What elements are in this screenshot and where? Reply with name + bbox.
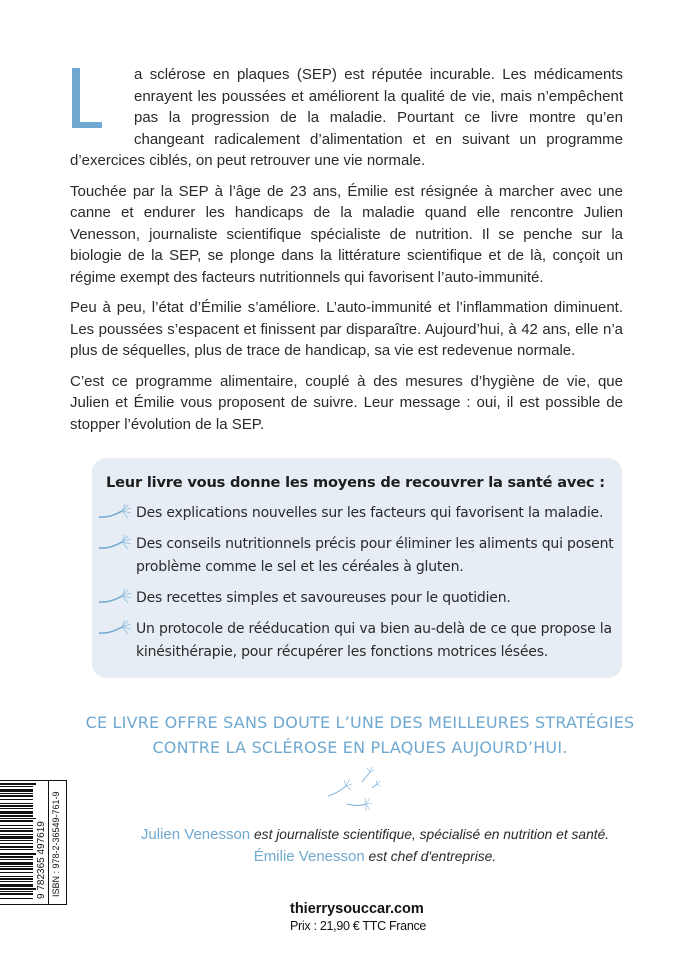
- barcode-bar: [0, 825, 33, 826]
- barcode-bar: [0, 786, 33, 787]
- barcode-bar: [0, 846, 33, 848]
- barcode-bar: [0, 891, 33, 892]
- barcode-bar: [0, 843, 33, 844]
- dandelion-seed-icon: [98, 620, 132, 638]
- barcode-bar: [0, 859, 33, 860]
- paragraph-2: Touchée par la SEP à l’âge de 23 ans, Émilie est résignée à marcher avec une canne et endurer les handicaps de la maladie quand elle rencontre Julien Venesson, journaliste scientifique spécialiste de nutrition. Il se penche sur la biologie de la SEP, se plonge dans la littérature scientifique et de là, conçoit un régime exempt des facteurs nutritionnels qui favorisent l’auto-immunité.: [70, 182, 623, 286]
- paragraph-3: Peu à peu, l’état d’Émilie s’améliore. L’auto-immunité et l’inflammation diminuent. Les poussées s’espacent et finissent par disparaître. Aujourd’hui, à 42 ans, elle n’a plus de séquelles, plus de trace de handicap, sa vie est redevenue normale.: [70, 299, 623, 359]
- dandelion-seed-icon: [98, 535, 132, 553]
- author-2: Émilie Venesson est chef d'entreprise.: [253, 848, 497, 865]
- barcode-bar: [0, 849, 33, 850]
- list-item: Des explications nouvelles sur les facteurs qui favorisent la maladie.: [92, 502, 622, 525]
- intro-text: [70, 64, 623, 444]
- dandelion-seed-icon: [98, 589, 132, 607]
- isbn-number: ISBN : 978-2-36549-761-9: [51, 791, 61, 897]
- divider: [48, 781, 49, 904]
- paragraph-4: C’est ce programme alimentaire, couplé à des mesures d’hygiène de vie, que Julien et Émilie vous proposent de suivre. Leur message : oui, il est possible de stopper l’évolution de la SEP.: [70, 372, 623, 433]
- benefits-title: Leur livre vous donne les moyens de recouvrer la santé avec :: [106, 474, 605, 491]
- list-item: Des recettes simples et savoureuses pour le quotidien.: [92, 587, 622, 610]
- publisher-website: thierrysouccar.com: [290, 901, 424, 917]
- barcode-bar: [0, 840, 33, 841]
- barcode: [0, 780, 67, 905]
- barcode-bar: [0, 789, 33, 792]
- barcode-digits: 9 782365 497619: [36, 821, 47, 899]
- benefits-list: [92, 502, 622, 672]
- tagline: [60, 710, 660, 760]
- barcode-bar: [0, 898, 33, 899]
- barcode-bar: [0, 884, 33, 887]
- barcode-bar: [0, 868, 33, 870]
- barcode-bar: [0, 805, 33, 807]
- barcode-bar: [0, 878, 33, 880]
- barcode-bar: [0, 828, 33, 829]
- dandelion-seeds-icon: [322, 762, 382, 814]
- barcode-bar: [0, 793, 33, 794]
- barcode-bar: [0, 836, 33, 839]
- tagline-line-1: CE LIVRE OFFRE SANS DOUTE L’UNE DES MEILLEURES STRATÉGIES: [85, 713, 635, 732]
- barcode-bar: [0, 881, 33, 882]
- barcode-bar: [0, 795, 33, 797]
- barcode-bar: [0, 856, 33, 858]
- authors-info: [80, 824, 670, 868]
- price: Prix : 21,90 € TTC France: [290, 919, 427, 933]
- barcode-bar: [0, 862, 33, 865]
- barcode-bar: [0, 834, 33, 835]
- barcode-bar: [0, 818, 36, 819]
- list-item: Des conseils nutritionnels précis pour éliminer les aliments qui posent problème comme le sel et les céréales à gluten.: [92, 533, 622, 579]
- barcode-bar: [0, 820, 33, 822]
- paragraph-1: a sclérose en plaques (SEP) est réputée incurable. Les médicaments enrayent les poussées et améliorent la qualité de vie, mais n’empêchent pas la progression de la maladie. Pourtant ce livre montre qu’en changeant radicalement d’alimentation et en suivant un programme d’exercices ciblés, on peut retrouver une vie normale.: [70, 66, 623, 169]
- barcode-bar: [0, 808, 33, 809]
- isbn-wrap: [50, 785, 65, 901]
- barcode-bar: [0, 888, 36, 890]
- barcode-bars: [0, 783, 36, 901]
- barcode-digits-wrap: [36, 783, 48, 901]
- barcode-bar: [0, 853, 36, 855]
- list-item: Un protocole de rééducation qui va bien au-delà de ce que propose la kinésithérapie, pour récupérer les fonctions motrices lésées.: [92, 618, 622, 664]
- dropcap-letter-l: [70, 68, 126, 130]
- dandelion-seed-icon: [98, 504, 132, 522]
- benefits-box: [92, 458, 622, 678]
- tagline-line-2: CONTRE LA SCLÉROSE EN PLAQUES AUJOURD’HUI.: [152, 738, 568, 757]
- barcode-bar: [0, 799, 33, 800]
- barcode-bar: [0, 866, 33, 867]
- barcode-bar: [0, 803, 33, 804]
- barcode-bar: [0, 811, 33, 814]
- barcode-bar: [0, 815, 33, 817]
- barcode-bar: [0, 783, 36, 785]
- barcode-bar: [0, 872, 33, 873]
- barcode-bar: [0, 893, 33, 895]
- author-1: Julien Venesson est journaliste scientifique, spécialisé en nutrition et santé.: [140, 826, 610, 843]
- barcode-bar: [0, 876, 33, 877]
- barcode-bar: [0, 830, 33, 832]
